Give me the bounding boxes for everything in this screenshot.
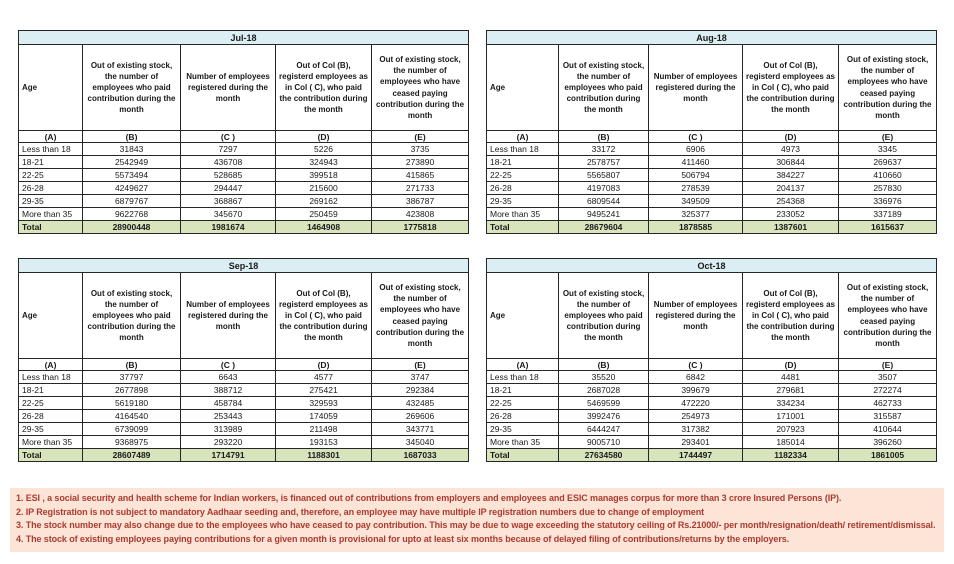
value-cell: 171001 [743,410,839,423]
letters-row [19,131,469,143]
letters-row [19,359,469,371]
value-cell: 324943 [276,156,372,169]
value-cell: 5619180 [83,397,181,410]
col-header-c: Number of employees registered during the month [649,273,743,359]
col-letter: (D) [743,359,839,371]
table-row [19,208,469,221]
age-cell: More than 35 [487,436,559,449]
value-cell: 292384 [372,384,469,397]
col-header-c: Number of employees registered during the month [649,45,743,131]
value-cell: 345040 [372,436,469,449]
total-value-cell: 1714791 [181,449,276,462]
value-cell: 506794 [649,169,743,182]
month-table-oct-18 [486,258,936,462]
value-cell: 315587 [839,410,937,423]
value-cell: 3507 [839,371,937,384]
value-cell: 293401 [649,436,743,449]
value-cell: 4164540 [83,410,181,423]
value-cell: 462733 [839,397,937,410]
table-row [487,371,937,384]
value-cell: 388712 [181,384,276,397]
col-header-b: Out of existing stock, the number of employees who paid contribution during the month [83,273,181,359]
age-cell: 29-35 [19,423,83,436]
month-title: Jul-18 [19,31,469,45]
table-row [19,423,469,436]
age-cell: 22-25 [487,169,559,182]
table-row [487,410,937,423]
value-cell: 4577 [276,371,372,384]
col-letter: (A) [19,359,83,371]
value-cell: 2687028 [559,384,649,397]
age-cell: More than 35 [487,208,559,221]
value-cell: 7297 [181,143,276,156]
value-cell: 254973 [649,410,743,423]
value-cell: 233052 [743,208,839,221]
age-cell: 18-21 [487,384,559,397]
table-row [19,169,469,182]
table-row [487,397,937,410]
age-cell: 26-28 [19,182,83,195]
total-value-cell: 1981674 [181,221,276,234]
value-cell: 275421 [276,384,372,397]
header-row [487,45,937,131]
col-letter: (D) [743,131,839,143]
value-cell: 250459 [276,208,372,221]
total-label-cell: Total [19,449,83,462]
total-value-cell: 28607489 [83,449,181,462]
age-cell: Less than 18 [19,371,83,384]
value-cell: 37797 [83,371,181,384]
value-cell: 269606 [372,410,469,423]
month-title: Oct-18 [487,259,937,273]
col-header-age: Age [487,45,559,131]
value-cell: 269637 [839,156,937,169]
total-label-cell: Total [19,221,83,234]
value-cell: 279681 [743,384,839,397]
month-title: Sep-18 [19,259,469,273]
footnote: 2. IP Registration is not subject to mandatory Aadhaar seeding and, therefore, an employee may have multiple IP registration numbers due to change of employment [16,506,704,517]
age-cell: More than 35 [19,208,83,221]
col-letter: (D) [276,131,372,143]
col-letter: (C ) [181,359,276,371]
value-cell: 35520 [559,371,649,384]
col-letter: (E) [372,359,469,371]
total-row [19,221,469,234]
col-letter: (C ) [181,131,276,143]
value-cell: 257830 [839,182,937,195]
value-cell: 5226 [276,143,372,156]
col-letter: (E) [839,359,937,371]
value-cell: 436708 [181,156,276,169]
total-row [487,221,937,234]
age-cell: Less than 18 [19,143,83,156]
value-cell: 4973 [743,143,839,156]
value-cell: 294447 [181,182,276,195]
value-cell: 31843 [83,143,181,156]
value-cell: 271733 [372,182,469,195]
table-row [19,384,469,397]
col-header-b: Out of existing stock, the number of employees who paid contribution during the month [559,45,649,131]
age-cell: 29-35 [487,195,559,208]
value-cell: 269162 [276,195,372,208]
table-row [487,436,937,449]
age-cell: More than 35 [19,436,83,449]
value-cell: 278539 [649,182,743,195]
value-cell: 211498 [276,423,372,436]
value-cell: 215600 [276,182,372,195]
value-cell: 2677898 [83,384,181,397]
value-cell: 253443 [181,410,276,423]
value-cell: 6643 [181,371,276,384]
total-value-cell: 1775818 [372,221,469,234]
total-value-cell: 1387601 [743,221,839,234]
table-row [487,143,937,156]
value-cell: 6879767 [83,195,181,208]
value-cell: 3747 [372,371,469,384]
col-header-d: Out of Col (B), registerd employees as in Col ( C), who paid the contribution during the month [276,273,372,359]
col-letter: (A) [19,131,83,143]
value-cell: 6444247 [559,423,649,436]
footnote: 4. The stock of existing employees paying contributions for a given month is provisional for upto at least six months because of delayed filing of contributions/returns by the employers. [16,533,790,544]
value-cell: 3345 [839,143,937,156]
table-row [19,195,469,208]
col-header-d: Out of Col (B), registerd employees as in Col ( C), who paid the contribution during the month [743,273,839,359]
value-cell: 432485 [372,397,469,410]
total-value-cell: 1615637 [839,221,937,234]
month-table [18,30,469,234]
col-header-c: Number of employees registered during the month [181,273,276,359]
col-header-d: Out of Col (B), registerd employees as in Col ( C), who paid the contribution during the month [743,45,839,131]
total-value-cell: 1861005 [839,449,937,462]
value-cell: 185014 [743,436,839,449]
letters-row [487,359,937,371]
col-letter: (E) [372,131,469,143]
table-row [19,156,469,169]
table-row [487,182,937,195]
total-value-cell: 1464908 [276,221,372,234]
value-cell: 9495241 [559,208,649,221]
col-letter: (E) [839,131,937,143]
month-table-sep-18 [18,258,468,462]
value-cell: 9005710 [559,436,649,449]
value-cell: 5565807 [559,169,649,182]
value-cell: 204137 [743,182,839,195]
value-cell: 313989 [181,423,276,436]
col-header-age: Age [487,273,559,359]
age-cell: 26-28 [19,410,83,423]
value-cell: 3735 [372,143,469,156]
value-cell: 6739099 [83,423,181,436]
col-letter: (C ) [649,131,743,143]
value-cell: 207923 [743,423,839,436]
total-row [487,449,937,462]
table-row [19,371,469,384]
value-cell: 423808 [372,208,469,221]
value-cell: 3992476 [559,410,649,423]
value-cell: 411460 [649,156,743,169]
col-header-e: Out of existing stock, the number of employees who have ceased paying contribution during the month [372,273,469,359]
value-cell: 2578757 [559,156,649,169]
value-cell: 254368 [743,195,839,208]
age-cell: 18-21 [19,384,83,397]
col-letter: (B) [83,131,181,143]
month-table-aug-18 [486,30,936,234]
table-row [19,397,469,410]
col-header-d: Out of Col (B), registerd employees as in Col ( C), who paid the contribution during the month [276,45,372,131]
total-value-cell: 1744497 [649,449,743,462]
table-row [487,169,937,182]
col-header-c: Number of employees registered during the month [181,45,276,131]
value-cell: 337189 [839,208,937,221]
value-cell: 33172 [559,143,649,156]
total-value-cell: 1188301 [276,449,372,462]
footnote: 1. ESI , a social security and health scheme for Indian workers, is financed out of contributions from employers and employees and ESIC manages corpus for more than 3 crore Insured Persons (IP). [16,493,842,503]
header-row [19,273,469,359]
col-letter: (B) [83,359,181,371]
col-header-e: Out of existing stock, the number of employees who have ceased paying contribution during the month [372,45,469,131]
col-letter: (A) [487,359,559,371]
age-cell: 22-25 [19,397,83,410]
value-cell: 6809544 [559,195,649,208]
age-cell: 26-28 [487,182,559,195]
value-cell: 343771 [372,423,469,436]
table-row [487,156,937,169]
col-header-age: Age [19,45,83,131]
value-cell: 345670 [181,208,276,221]
total-row [19,449,469,462]
value-cell: 2542949 [83,156,181,169]
table-row [487,423,937,436]
month-table [18,258,469,462]
col-header-age: Age [19,273,83,359]
age-cell: 18-21 [487,156,559,169]
month-table-jul-18 [18,30,468,234]
table-row [487,208,937,221]
value-cell: 368867 [181,195,276,208]
value-cell: 9368975 [83,436,181,449]
value-cell: 306844 [743,156,839,169]
value-cell: 334234 [743,397,839,410]
total-value-cell: 1687033 [372,449,469,462]
value-cell: 415865 [372,169,469,182]
table-row [19,436,469,449]
table-row [19,143,469,156]
age-cell: 29-35 [19,195,83,208]
col-letter: (D) [276,359,372,371]
total-value-cell: 1878585 [649,221,743,234]
value-cell: 396260 [839,436,937,449]
total-value-cell: 28679604 [559,221,649,234]
col-letter: (B) [559,131,649,143]
total-label-cell: Total [487,221,559,234]
value-cell: 528685 [181,169,276,182]
value-cell: 349509 [649,195,743,208]
value-cell: 384227 [743,169,839,182]
total-label-cell: Total [487,449,559,462]
age-cell: 29-35 [487,423,559,436]
col-letter: (A) [487,131,559,143]
age-cell: 26-28 [487,410,559,423]
total-value-cell: 1182334 [743,449,839,462]
age-cell: Less than 18 [487,371,559,384]
value-cell: 399518 [276,169,372,182]
col-header-e: Out of existing stock, the number of employees who have ceased paying contribution during the month [839,45,937,131]
header-row [487,273,937,359]
footnotes-block [10,488,944,552]
table-row [19,410,469,423]
value-cell: 193153 [276,436,372,449]
value-cell: 4197083 [559,182,649,195]
value-cell: 4249627 [83,182,181,195]
value-cell: 325377 [649,208,743,221]
age-cell: 22-25 [19,169,83,182]
footnote: 3. The stock number may also change due to the employees who have ceased to pay contribution. This may be due to wage exceeding the statutory ceiling of Rs.21000/- per month/resignation/death/ retirement/dismissal. [16,520,936,530]
col-letter: (B) [559,359,649,371]
table-row [487,384,937,397]
table-row [487,195,937,208]
value-cell: 410660 [839,169,937,182]
value-cell: 317382 [649,423,743,436]
age-cell: 18-21 [19,156,83,169]
value-cell: 399679 [649,384,743,397]
col-header-e: Out of existing stock, the number of employees who have ceased paying contribution during the month [839,273,937,359]
age-cell: Less than 18 [487,143,559,156]
value-cell: 4481 [743,371,839,384]
col-letter: (C ) [649,359,743,371]
month-table [486,30,937,234]
table-row [19,182,469,195]
value-cell: 6906 [649,143,743,156]
value-cell: 9622768 [83,208,181,221]
value-cell: 329593 [276,397,372,410]
value-cell: 472220 [649,397,743,410]
value-cell: 5469599 [559,397,649,410]
value-cell: 386787 [372,195,469,208]
value-cell: 273890 [372,156,469,169]
value-cell: 458784 [181,397,276,410]
value-cell: 174059 [276,410,372,423]
header-row [19,45,469,131]
value-cell: 272274 [839,384,937,397]
col-header-b: Out of existing stock, the number of employees who paid contribution during the month [559,273,649,359]
value-cell: 410644 [839,423,937,436]
month-title: Aug-18 [487,31,937,45]
col-header-b: Out of existing stock, the number of employees who paid contribution during the month [83,45,181,131]
letters-row [487,131,937,143]
total-value-cell: 28900448 [83,221,181,234]
value-cell: 293220 [181,436,276,449]
value-cell: 336976 [839,195,937,208]
value-cell: 5573494 [83,169,181,182]
total-value-cell: 27634580 [559,449,649,462]
month-table [486,258,937,462]
value-cell: 6842 [649,371,743,384]
age-cell: 22-25 [487,397,559,410]
